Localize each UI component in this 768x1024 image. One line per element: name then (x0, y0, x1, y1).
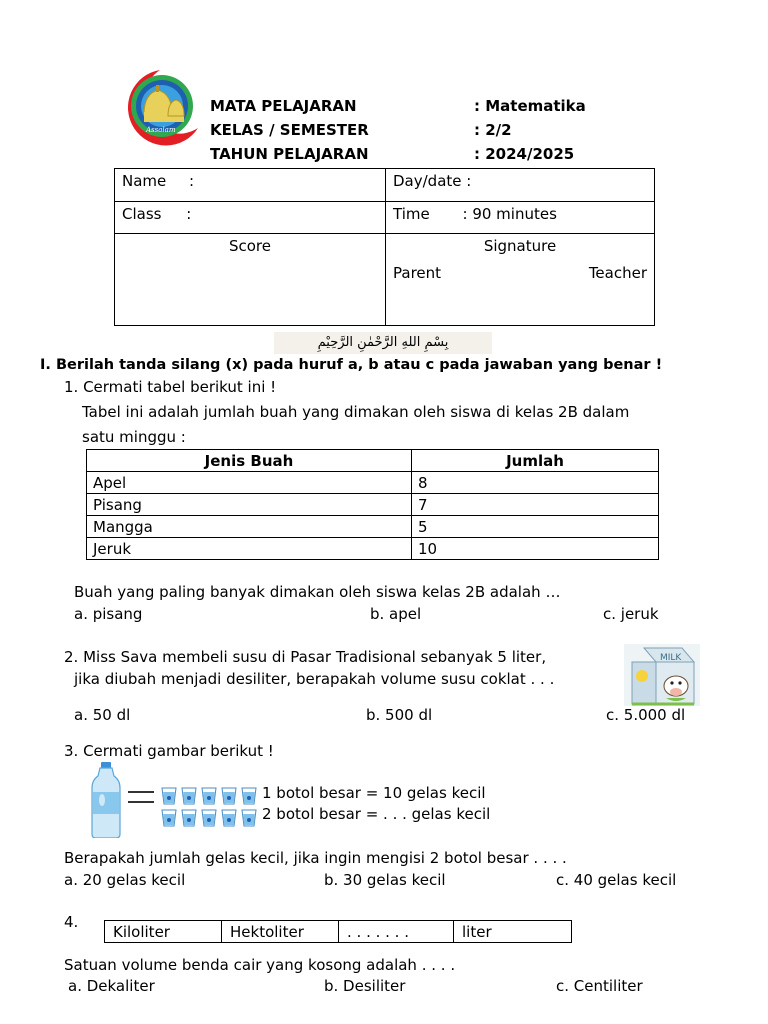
logo-caption: Assalam (146, 126, 176, 134)
q3-question: Berapakah jumlah gelas kecil, jika ingin mengisi 2 botol besar . . . . (64, 849, 567, 867)
table-row (87, 516, 659, 538)
volume-units-table (104, 920, 572, 943)
header-label-class: KELAS / SEMESTER (210, 121, 369, 139)
header-label-subject: MATA PELAJARAN (210, 97, 357, 115)
q2-option-b[interactable]: b. 500 dl (366, 706, 433, 724)
header-value-subject: : Matematika (474, 97, 586, 115)
fruit-count: 8 (412, 472, 659, 494)
student-info-table (114, 168, 655, 326)
fruit-table-header-count: Jumlah (412, 450, 659, 472)
q4-option-b[interactable]: b. Desiliter (324, 977, 406, 995)
q3-fact2: 2 botol besar = . . . gelas kecil (262, 805, 491, 823)
q2-option-a[interactable]: a. 50 dl (74, 706, 131, 724)
section-number: I. (40, 357, 51, 373)
parent-label: Parent (393, 264, 442, 282)
milk-carton-icon (624, 644, 700, 706)
q3-option-a[interactable]: a. 20 gelas kecil (64, 871, 186, 889)
water-bottle-icon (90, 762, 122, 838)
unit-cell: liter (454, 921, 572, 943)
fruit-name: Pisang (87, 494, 412, 516)
milk-label: MILK (660, 653, 682, 663)
q4-number: 4. (64, 913, 79, 931)
small-glasses-icon (160, 784, 264, 832)
fruit-count: 10 (412, 538, 659, 560)
q1-option-b[interactable]: b. apel (370, 605, 422, 623)
score-box[interactable] (115, 234, 386, 326)
q2-line2: jika diubah menjadi desiliter, berapakah volume susu coklat . . . (74, 670, 555, 688)
unit-cell: Kiloliter (105, 921, 222, 943)
q2-option-c[interactable]: c. 5.000 dl (606, 706, 686, 724)
fruit-count: 5 (412, 516, 659, 538)
table-row (87, 472, 659, 494)
unit-cell-blank[interactable]: . . . . . . . (339, 921, 454, 943)
q3-option-b[interactable]: b. 30 gelas kecil (324, 871, 446, 889)
name-label: Name (122, 172, 167, 190)
signature-box[interactable] (386, 234, 655, 326)
q3-fact1: 1 botol besar = 10 gelas kecil (262, 784, 486, 802)
section-instruction: Berilah tanda silang (x) pada huruf a, b atau c pada jawaban yang benar ! (55, 357, 663, 373)
fruit-name: Jeruk (87, 538, 412, 560)
class-field[interactable]: : (186, 205, 192, 223)
unit-cell: Hektoliter (222, 921, 339, 943)
q4-question: Satuan volume benda cair yang kosong adalah . . . . (64, 956, 456, 974)
q3-prompt: 3. Cermati gambar berikut ! (64, 742, 274, 760)
fruit-table (86, 449, 659, 560)
name-field[interactable]: : (189, 172, 195, 190)
fruit-count: 7 (412, 494, 659, 516)
header-label-year: TAHUN PELAJARAN (210, 145, 369, 163)
header-value-class: : 2/2 (474, 121, 512, 139)
signature-label: Signature (483, 237, 557, 255)
q4-option-c[interactable]: c. Centiliter (556, 977, 643, 995)
time-label: Time (393, 205, 430, 223)
date-field[interactable]: Day/date : (393, 172, 472, 190)
q1-option-a[interactable]: a. pisang (74, 605, 143, 623)
q1-desc-line2: satu minggu : (82, 428, 186, 446)
q3-option-c[interactable]: c. 40 gelas kecil (556, 871, 677, 889)
table-row (87, 538, 659, 560)
fruit-name: Apel (87, 472, 412, 494)
score-label: Score (228, 237, 271, 255)
q1-desc-line1: Tabel ini adalah jumlah buah yang dimakan oleh siswa di kelas 2B dalam (82, 403, 630, 421)
time-value: : 90 minutes (462, 205, 557, 223)
table-row (87, 494, 659, 516)
q1-option-c[interactable]: c. jeruk (603, 605, 659, 623)
bismillah-calligraphy: بِسْمِ اللهِ الرَّحْمٰنِ الرَّحِيْمِ (274, 332, 492, 354)
fruit-table-header-fruit: Jenis Buah (87, 450, 412, 472)
header-value-year: : 2024/2025 (474, 145, 575, 163)
q1-prompt: 1. Cermati tabel berikut ini ! (64, 378, 277, 396)
q4-option-a[interactable]: a. Dekaliter (68, 977, 155, 995)
class-label: Class (122, 205, 162, 223)
school-logo (100, 66, 208, 146)
equals-icon (128, 788, 154, 806)
q1-question: Buah yang paling banyak dimakan oleh siswa kelas 2B adalah … (74, 583, 561, 601)
fruit-name: Mangga (87, 516, 412, 538)
teacher-label: Teacher (588, 264, 647, 282)
q2-line1: 2. Miss Sava membeli susu di Pasar Tradisional sebanyak 5 liter, (64, 648, 547, 666)
